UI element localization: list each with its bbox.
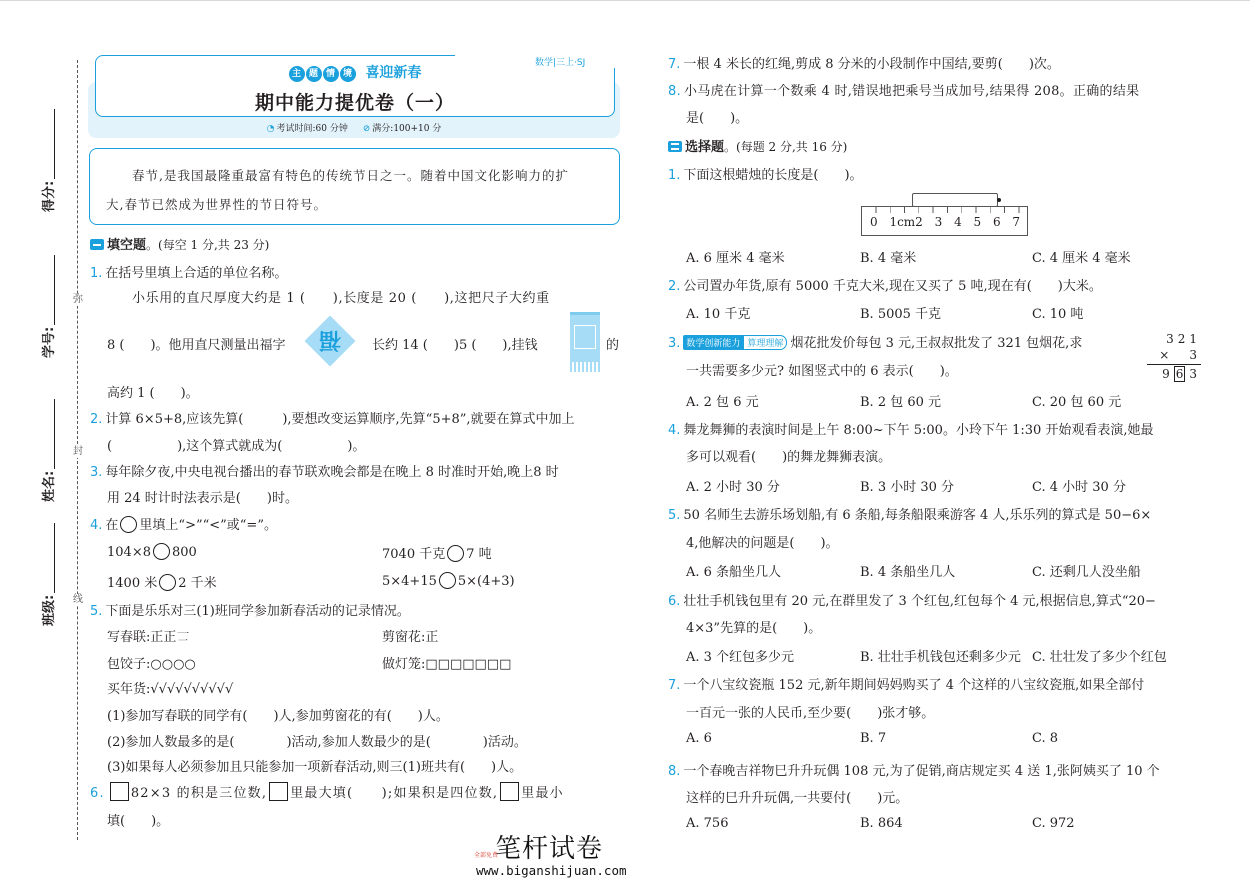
q1-1-line1: 小乐用的直尺厚度大约是 1 ( ),长度是 20 ( ),这把尺子大约重 [132, 291, 550, 306]
ruler-image [861, 206, 1028, 236]
vmul-digit: 9 [1162, 367, 1174, 381]
student-id-field[interactable] [38, 255, 57, 358]
innovation-badge: 数学创新能力 [683, 335, 743, 350]
option-a[interactable]: A. 756 [686, 816, 729, 831]
section-1-note: 。(每空 1 分,共 23 分) [146, 238, 270, 252]
option-a[interactable]: A. 2 小时 30 分 [686, 480, 780, 495]
question-text: 在括号里填上合适的单位名称。 [105, 266, 288, 281]
site-watermark [470, 828, 640, 888]
question-text: 在 [105, 518, 119, 533]
compare-left: 104×8 [107, 545, 151, 560]
compare-answer-circle[interactable] [439, 572, 456, 589]
name-blank[interactable] [54, 399, 55, 469]
q1-4-line1 [90, 514, 277, 533]
record-marks: 正正𠄟 [150, 630, 190, 645]
section-2-title: 选择题 [685, 140, 725, 155]
theme-row [95, 62, 615, 82]
fu-character-image [305, 316, 355, 366]
question-number: 4. [90, 518, 103, 533]
q1-1-line2c: 的 [606, 338, 620, 353]
intro-box [89, 148, 620, 225]
compare-answer-circle[interactable] [153, 543, 170, 560]
compare-right: 800 [171, 545, 197, 560]
option-a[interactable]: A. 10 千克 [686, 307, 751, 322]
question-number: 2. [668, 279, 681, 294]
q1-5-line1 [90, 600, 410, 619]
compare-right: 2 千米 [178, 576, 217, 591]
question-number: 6. [90, 786, 105, 801]
record-marks: □□□□□□□ [425, 657, 512, 672]
choice-q5-line2: 4,他解决的问题是( )。 [686, 536, 839, 551]
seal-mark-feng: 封 [73, 446, 83, 457]
question-text: 82×3 的积是三位数, [130, 786, 268, 801]
question-text: 里填上“>”“<”或“=”。 [139, 518, 277, 533]
question-text: 每年除夕夜,中央电视台播出的春节联欢晚会都是在晚上 8 时准时开始,晚上8 时 [105, 465, 559, 480]
choice-q1 [668, 164, 863, 183]
question-text: 一个春晚吉祥物巳升升玩偶 108 元,为了促销,商店规定买 4 送 1,张阿姨买了 10 个 [683, 764, 1160, 779]
q1-8-line1 [668, 80, 1139, 99]
vmul-top: 321 [1166, 332, 1201, 346]
compare-answer-circle[interactable] [447, 545, 464, 562]
q1-5-sub1: (1)参加写春联的同学有( )人,参加剪窗花的有( )人。 [107, 709, 449, 724]
question-number: 4. [668, 423, 681, 438]
vmul-boxed-digit: 6 [1175, 367, 1184, 381]
class-label: 班级: [42, 594, 57, 626]
question-text: 公司置办年货,原有 5000 千克大米,现在又买了 5 吨,现在有( )大米。 [683, 279, 1102, 294]
section-two-icon [668, 141, 682, 152]
option-b[interactable]: B. 3 小时 30 分 [860, 480, 955, 495]
class-blank[interactable] [54, 523, 55, 593]
ruler-ticks [862, 207, 1027, 213]
question-text: 下面这根蜡烛的长度是( )。 [683, 168, 863, 183]
theme-badge: 题 [306, 66, 322, 82]
record-marks: √√√√√√√√√√ [150, 682, 234, 697]
choice-q7 [668, 674, 1144, 693]
exam-time: 考试时间:60 分钟 [276, 124, 348, 134]
q1-3-line2: 用 24 时计时法表示是( )时。 [107, 491, 298, 506]
section-1-heading [90, 234, 269, 253]
question-text: 里最小 [521, 786, 564, 801]
question-number: 5. [90, 604, 103, 619]
option-a[interactable]: A. 6 条船坐几人 [686, 565, 782, 580]
record-marks: 正 [425, 630, 439, 645]
theme-title: 喜迎新春 [365, 65, 422, 81]
score-field[interactable] [38, 109, 57, 212]
fu-char: 福 [319, 327, 342, 352]
check-circle-icon: ⊘ [362, 124, 371, 134]
hanging-paper-cut-image [570, 312, 600, 372]
candle-wick [997, 198, 1001, 202]
choice-q4-line2: 多可以观看( )的舞龙舞狮表演。 [686, 450, 892, 465]
student-id-label: 学号: [42, 326, 57, 358]
choice-q3-line2: 一共需要多少元? 如图竖式中的 6 表示( )。 [686, 364, 958, 379]
question-number: 7. [668, 678, 681, 693]
choice-q7-line2: 一百元一张的人民币,至少要( )张才够。 [686, 706, 935, 721]
question-text: 小马虎在计算一个数乘 4 时,错误地把乘号当成加号,结果得 208。正确的结果 [684, 84, 1140, 99]
record-item [107, 653, 196, 672]
q1-8-line2: 是( )。 [686, 111, 749, 126]
question-number: 7. [668, 57, 681, 72]
page-top-border [0, 0, 1250, 1]
q1-1-line3: 高约 1 ( )。 [107, 386, 199, 401]
section-one-icon [90, 239, 104, 250]
subject-label: 数学|三上·SJ [535, 58, 586, 68]
q1-6-line1 [90, 782, 564, 801]
section-2-note: 。(每题 2 分,共 16 分) [724, 140, 848, 154]
choice-q6 [668, 590, 1156, 609]
compare-answer-circle[interactable] [159, 574, 176, 591]
choice-q3 [668, 332, 1082, 351]
digit-box[interactable] [110, 782, 129, 801]
question-number: 2. [90, 412, 103, 427]
class-field[interactable] [38, 523, 57, 626]
student-id-blank[interactable] [54, 255, 55, 325]
digit-box [500, 782, 519, 801]
question-number: 1. [90, 266, 103, 281]
q1-1 [90, 262, 287, 281]
clock-icon: ◔ [266, 124, 275, 134]
option-b[interactable]: B. 2 包 60 元 [860, 395, 942, 410]
option-a[interactable]: A. 6 厘米 4 毫米 [686, 251, 785, 266]
q1-3-line1 [90, 461, 559, 480]
option-c[interactable]: C. 还剩几人没坐船 [1032, 565, 1141, 580]
name-label: 姓名: [42, 470, 57, 502]
choice-q8 [668, 760, 1160, 779]
ruler-numbers: 0 1cm2 3 4 5 6 7 [870, 215, 1021, 229]
option-a[interactable]: A. 6 [686, 731, 712, 746]
option-a[interactable]: A. 2 包 6 元 [686, 395, 759, 410]
option-a[interactable]: A. 3 个红包多少元 [686, 650, 795, 665]
section-2-heading [668, 136, 847, 155]
q1-5-sub2: (2)参加人数最多的是( )活动,参加人数最少的是( )活动。 [107, 735, 527, 750]
option-b[interactable]: B. 4 条船坐几人 [860, 565, 956, 580]
compare-item [382, 543, 492, 562]
candle-image [912, 193, 998, 207]
option-b[interactable]: B. 864 [860, 816, 903, 831]
digit-box [269, 782, 288, 801]
option-b[interactable]: B. 壮壮手机钱包还剩多少元 [860, 650, 1021, 665]
seal-mark-xian: 线 [73, 594, 83, 605]
option-c[interactable]: C. 4 小时 30 分 [1032, 480, 1126, 495]
question-number: 3. [668, 336, 681, 351]
record-item [107, 678, 233, 697]
hanging-pattern [574, 325, 596, 349]
question-text: 壮壮手机钱包里有 20 元,在群里发了 3 个红包,红包每个 4 元,根据信息,算式“20− [683, 594, 1156, 609]
compare-item [382, 572, 515, 589]
watermark-url[interactable]: www.biganshijuan.com [476, 863, 627, 878]
q1-1-line2a: 8 ( )。他用直尺测量出福字 [107, 338, 286, 353]
q1-2-line1 [90, 408, 575, 427]
question-text: 舞龙舞狮的表演时间是上午 8:00~下午 5:00。小玲下午 1:30 开始观看表演,她最 [683, 423, 1154, 438]
watermark-free-label: 全部免费 [474, 852, 499, 859]
full-score: 满分:100+10 分 [372, 124, 442, 134]
vertical-multiplication [1147, 331, 1201, 382]
intro-line-2: 大,春节已然成为世界性的节日符号。 [106, 197, 327, 212]
seal-mark-mi: 弥 [73, 294, 83, 305]
record-label: 做灯笼: [382, 657, 426, 672]
record-marks: ○○○○ [150, 657, 196, 672]
compare-left: 7040 千克 [382, 547, 446, 562]
hanging-fringe [570, 362, 600, 372]
question-text: 烟花批发价每包 3 元,王叔叔批发了 321 包烟花,求 [790, 336, 1083, 351]
binding-margin [0, 40, 103, 840]
vmul-result [1147, 366, 1201, 382]
intro-line-1: 春节,是我国最隆重最富有特色的传统节日之一。随着中国文化影响力的扩 [132, 168, 569, 183]
option-b[interactable]: B. 5005 千克 [860, 307, 942, 322]
option-b[interactable]: B. 7 [860, 731, 887, 746]
question-number: 6. [668, 594, 681, 609]
score-blank[interactable] [54, 109, 55, 179]
question-text: 计算 6×5+8,应该先算( ),要想改变运算顺序,先算“5+8”,就要在算式中加上 [105, 412, 575, 427]
choice-q5 [668, 504, 1151, 523]
name-field[interactable] [38, 399, 57, 502]
compare-right: 7 吨 [466, 547, 492, 562]
question-number: 8. [668, 764, 681, 779]
question-text: 一根 4 米长的红绳,剪成 8 分米的小段制作中国结,要剪( )次。 [683, 57, 1060, 72]
compare-right: 5×(4+3) [457, 574, 515, 589]
theme-badge: 情 [323, 66, 339, 82]
vmul-digit: 3 [1189, 367, 1201, 381]
paper-title: 期中能力提优卷（一） [254, 92, 455, 114]
choice-q8-line2: 这样的巳升升玩偶,一共要付( )元。 [686, 791, 909, 806]
vmul-line [1147, 364, 1201, 365]
theme-badge: 主 [289, 66, 305, 82]
reasoning-badge: 算理理解 [743, 335, 787, 350]
record-label: 包饺子: [107, 657, 151, 672]
choice-q6-line2: 4×3”先算的是( )。 [686, 621, 822, 636]
q1-1-line2b: 长约 14 ( )5 ( ),挂钱 [372, 338, 538, 353]
q1-2-line2: ( ),这个算式就成为( )。 [107, 439, 366, 454]
compare-circle-icon [120, 516, 137, 533]
question-text: 里最大填( );如果积是四位数, [290, 786, 499, 801]
compare-item [107, 572, 217, 591]
record-label: 剪窗花: [382, 630, 426, 645]
exam-meta [88, 121, 620, 134]
question-number: 5. [668, 508, 681, 523]
option-c[interactable]: C. 8 [1032, 731, 1059, 746]
option-c[interactable]: C. 10 吨 [1032, 307, 1084, 322]
vmul-multiplier: × 3 [1159, 348, 1201, 362]
compare-left: 5×4+15 [382, 574, 437, 589]
watermark-title: 笔杆试卷 [495, 834, 604, 864]
question-text: 下面是乐乐对三(1)班同学参加新春活动的记录情况。 [105, 604, 410, 619]
option-c[interactable]: C. 20 包 60 元 [1032, 395, 1122, 410]
record-item [107, 626, 189, 645]
option-c[interactable]: C. 壮壮发了多少个红包 [1032, 650, 1167, 665]
compare-item [107, 543, 197, 560]
section-1-title: 填空题 [107, 238, 147, 253]
q1-5-sub3: (3)如果每人必须参加且只能参加一项新春活动,则三(1)班共有( )人。 [107, 760, 523, 775]
record-label: 写春联: [107, 630, 151, 645]
q1-6-line2: 填( )。 [107, 814, 170, 829]
record-item [382, 653, 511, 672]
score-label: 得分: [42, 180, 57, 212]
question-number: 8. [668, 84, 682, 99]
record-label: 买年货: [107, 682, 151, 697]
compare-left: 1400 米 [107, 576, 158, 591]
option-c[interactable]: C. 972 [1032, 816, 1075, 831]
question-number: 1. [668, 168, 681, 183]
question-number: 3. [90, 465, 103, 480]
question-text: 一个八宝纹瓷瓶 152 元,新年期间妈妈购买了 4 个这样的八宝纹瓷瓶,如果全部付 [683, 678, 1145, 693]
choice-q2 [668, 275, 1102, 294]
record-item [382, 626, 438, 645]
choice-q4 [668, 419, 1154, 438]
question-text: 50 名师生去游乐场划船,有 6 条船,每条船限乘游客 4 人,乐乐列的算式是 50−6× [683, 508, 1152, 523]
theme-badge: 境 [340, 66, 356, 82]
q1-7-line1 [668, 53, 1060, 72]
option-b[interactable]: B. 4 毫米 [860, 251, 917, 266]
option-c[interactable]: C. 4 厘米 4 毫米 [1032, 251, 1131, 266]
